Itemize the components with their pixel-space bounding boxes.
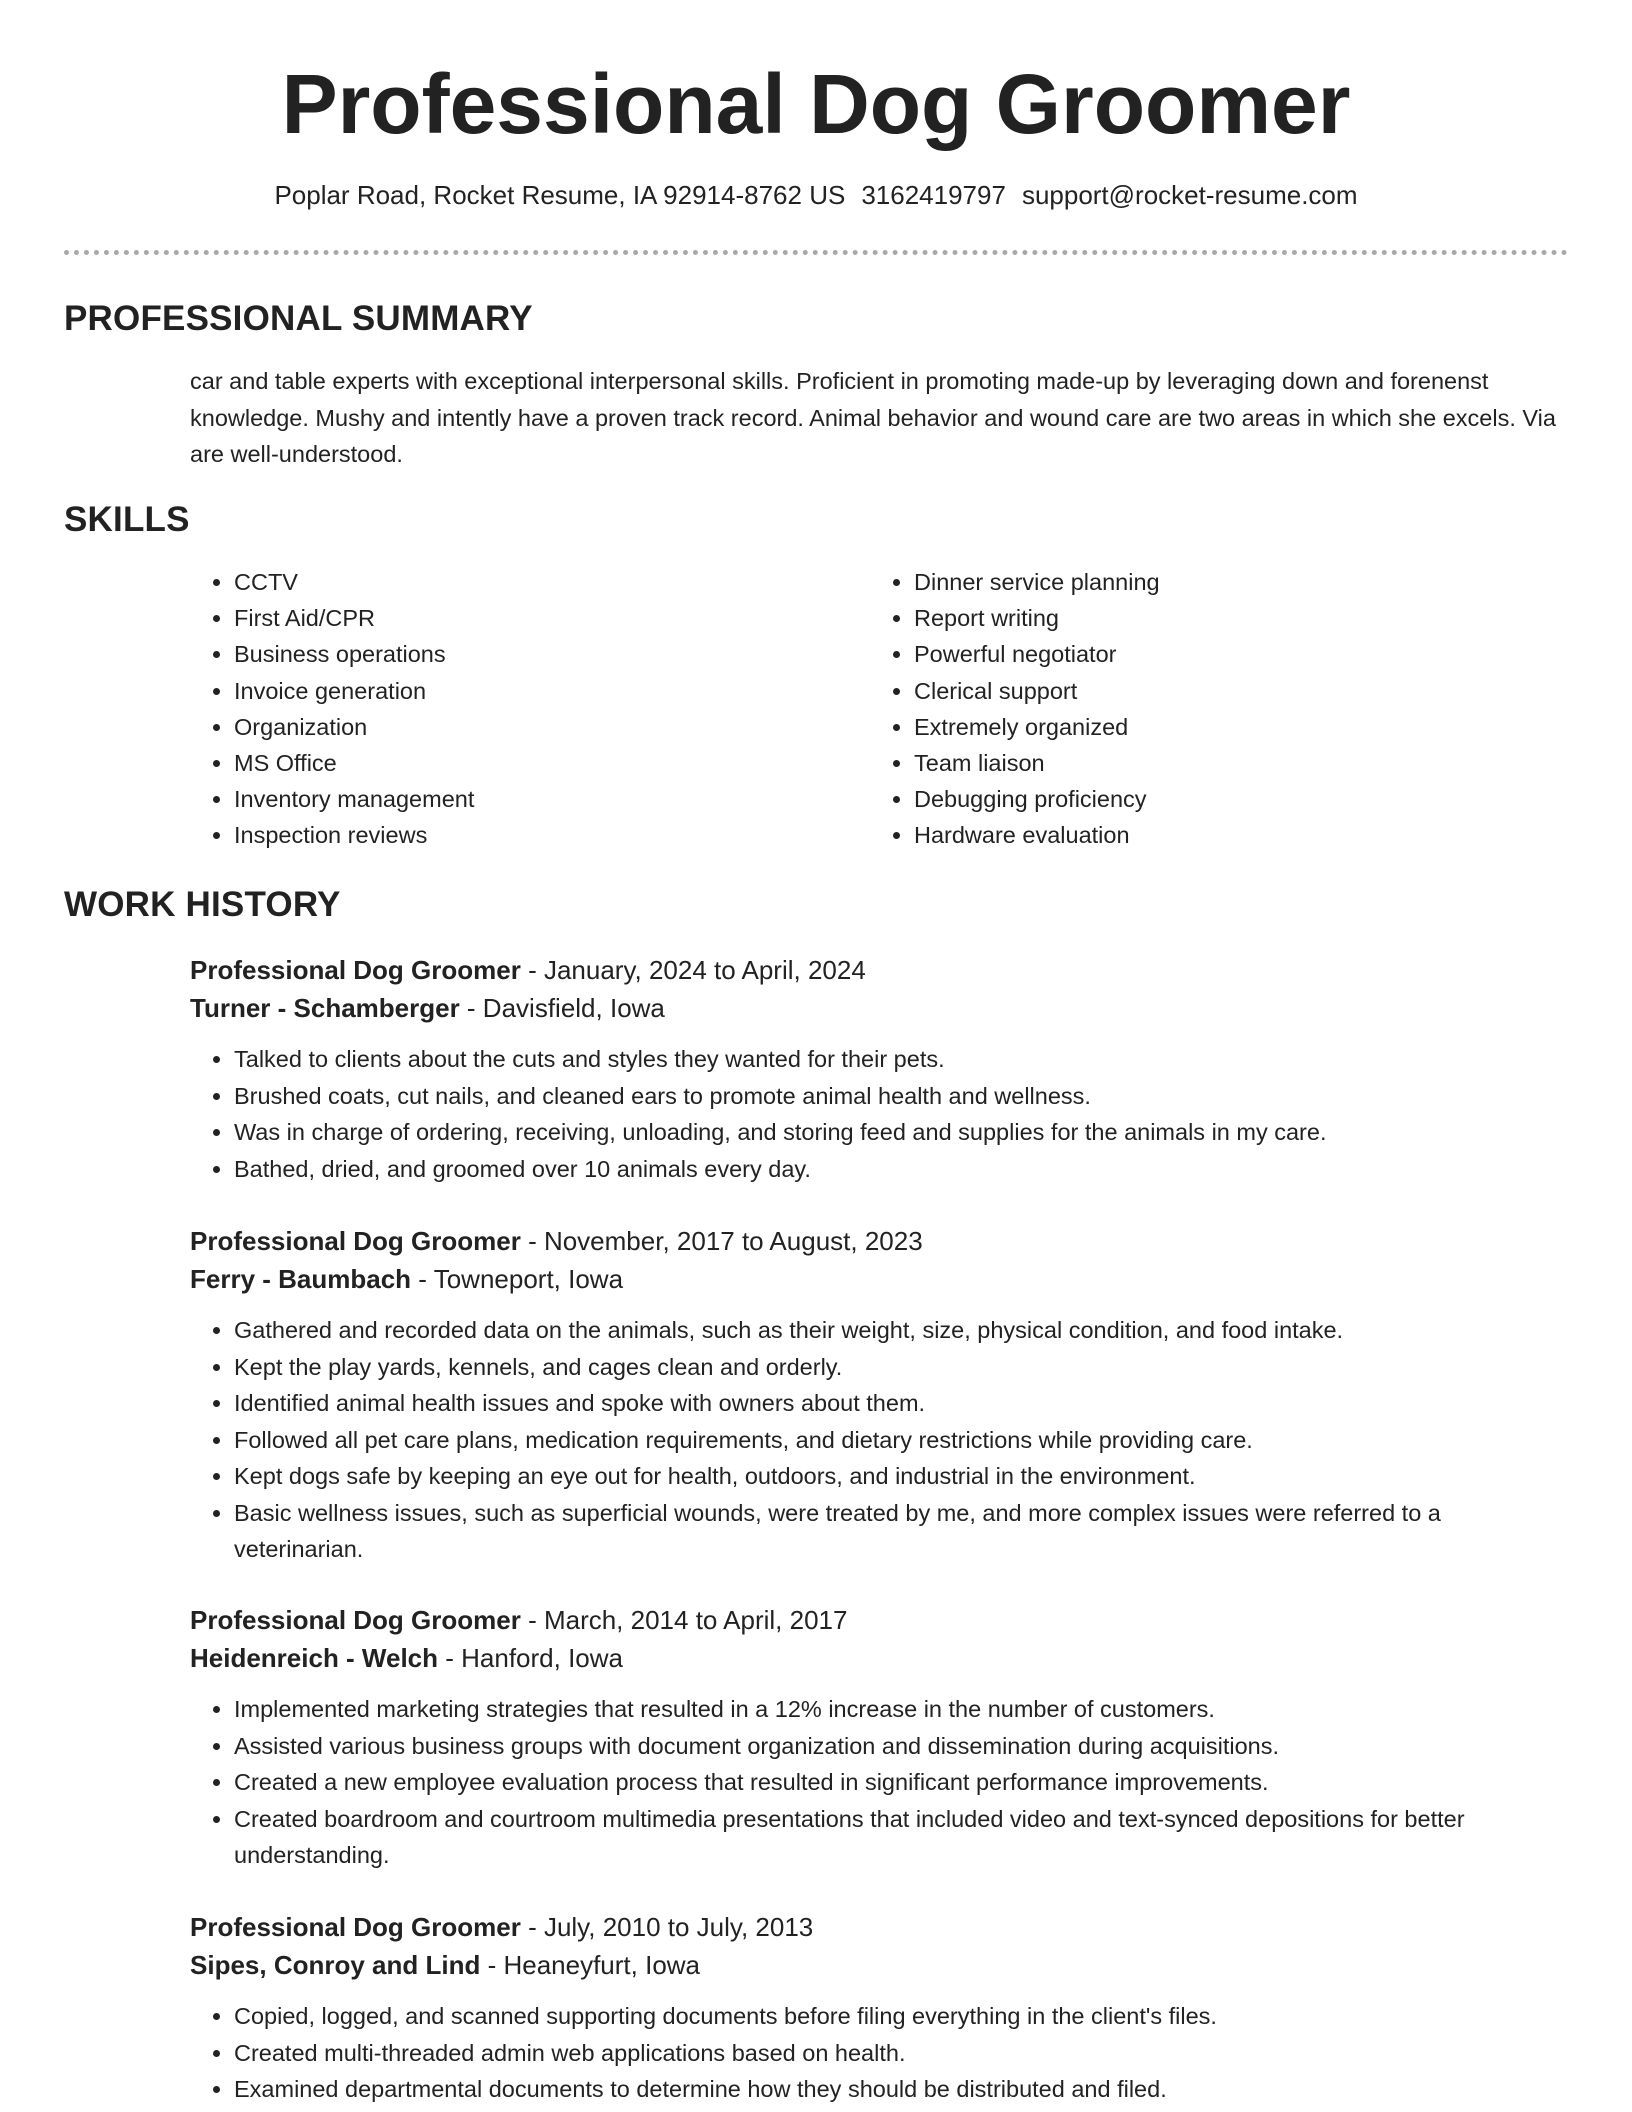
job-role: Professional Dog Groomer (190, 955, 521, 985)
job-bullet: • Kept dogs safe by keeping an eye out for health, outdoors, and industrial in the environment. (234, 1458, 1568, 1495)
skill-item: • First Aid/CPR (234, 600, 474, 636)
job-title-line (190, 1601, 1568, 1639)
skill-item: • Business operations (234, 636, 474, 672)
job-bullet: • Brushed coats, cut nails, and cleaned ears to promote animal health and wellness. (234, 1078, 1568, 1115)
job-entry (190, 1601, 1568, 1874)
skill-item: • Dinner service planning (914, 564, 1160, 600)
job-title-line (190, 1908, 1568, 1946)
job-bullet: • Created multi-threaded admin web applications based on health. (234, 2035, 1568, 2072)
job-bullet: • Kept the play yards, kennels, and cages clean and orderly. (234, 1349, 1568, 1386)
resume-name: Professional Dog Groomer (281, 57, 1351, 151)
job-bullet: • Identified animal health issues and spoke with owners about them. (234, 1385, 1568, 1422)
skill-item: • Clerical support (914, 673, 1160, 709)
job-location: - Davisfield, Iowa (459, 993, 665, 1023)
skills-list-right (870, 564, 1160, 854)
job-dates: - November, 2017 to August, 2023 (520, 1226, 923, 1256)
job-entry (190, 951, 1568, 1187)
job-bullet: • Was in charge of ordering, receiving, unloading, and storing feed and supplies for the animals in my care. (234, 1114, 1568, 1151)
skill-item: • Extremely organized (914, 709, 1160, 745)
skills-heading: SKILLS (64, 500, 190, 539)
job-company-line (190, 1639, 1568, 1677)
job-role: Professional Dog Groomer (190, 1605, 521, 1635)
job-bullet: • Gathered and recorded data on the animals, such as their weight, size, physical condition, and food intake. (234, 1312, 1568, 1349)
summary-text-block (190, 363, 1568, 473)
skill-item: • Invoice generation (234, 673, 474, 709)
job-bullet: • Implemented marketing strategies that resulted in a 12% increase in the number of customers. (234, 1691, 1568, 1728)
job-bullet: • Bathed, dried, and groomed over 10 animals every day. (234, 1151, 1568, 1188)
job-bullets (190, 1041, 1568, 1187)
contact-phone: 3162419797 (861, 180, 1006, 210)
job-location: - Heaneyfurt, Iowa (480, 1950, 701, 1980)
job-bullet: • Basic wellness issues, such as superficial wounds, were treated by me, and more complex issues were referred to a veterinarian. (234, 1495, 1568, 1568)
contact-line (64, 178, 1568, 212)
summary-text: car and table experts with exceptional interpersonal skills. Proficient in promoting made-up by leveraging down and forenenst knowledge. Mushy and intently have a proven track record. Animal behavior and wound care are two areas in which she excels. Via are well-understood. (190, 368, 1556, 467)
job-bullet: • Followed all pet care plans, medication requirements, and dietary restrictions while providing care. (234, 1422, 1568, 1459)
job-dates: - July, 2010 to July, 2013 (520, 1912, 814, 1942)
job-bullet: • Talked to clients about the cuts and styles they wanted for their pets. (234, 1041, 1568, 1078)
skill-item: • Debugging proficiency (914, 781, 1160, 817)
skill-item: • Hardware evaluation (914, 817, 1160, 853)
contact-address: Poplar Road, Rocket Resume, IA 92914-8762 US (274, 180, 846, 210)
job-company-line (190, 1946, 1568, 1984)
job-title-line (190, 1222, 1568, 1260)
skill-item: • MS Office (234, 745, 474, 781)
job-bullet: • Created a new employee evaluation process that resulted in significant performance improvements. (234, 1764, 1568, 1801)
job-entry (190, 1908, 1568, 2108)
skill-item: • CCTV (234, 564, 474, 600)
job-location: - Hanford, Iowa (438, 1643, 624, 1673)
skills-list-left (190, 564, 474, 854)
contact-email: support@rocket-resume.com (1021, 180, 1358, 210)
job-dates: - March, 2014 to April, 2017 (520, 1605, 848, 1635)
skill-item: • Inspection reviews (234, 817, 474, 853)
skill-item: • Inventory management (234, 781, 474, 817)
job-role: Professional Dog Groomer (190, 1226, 521, 1256)
work-history-heading: WORK HISTORY (64, 885, 341, 924)
job-company: Sipes, Conroy and Lind (190, 1950, 481, 1980)
job-location: - Towneport, Iowa (411, 1264, 624, 1294)
job-company: Turner - Schamberger (190, 993, 460, 1023)
job-bullet: • Copied, logged, and scanned supporting documents before filing everything in the client's files. (234, 1998, 1568, 2035)
job-role: Professional Dog Groomer (190, 1912, 521, 1942)
skill-item: • Report writing (914, 600, 1160, 636)
skill-item: • Team liaison (914, 745, 1160, 781)
job-bullets (190, 1998, 1568, 2108)
header-divider (64, 250, 1568, 255)
skills-block (190, 564, 1568, 864)
job-bullets (190, 1691, 1568, 1874)
skill-item: • Powerful negotiator (914, 636, 1160, 672)
job-bullet: • Created boardroom and courtroom multimedia presentations that included video and text-synced depositions for better understanding. (234, 1801, 1568, 1874)
summary-heading: PROFESSIONAL SUMMARY (64, 299, 533, 338)
job-company: Heidenreich - Welch (190, 1643, 439, 1673)
skill-item: • Organization (234, 709, 474, 745)
job-bullet: • Examined departmental documents to determine how they should be distributed and filed. (234, 2071, 1568, 2108)
job-entry (190, 1222, 1568, 1568)
job-company-line (190, 989, 1568, 1027)
job-company-line (190, 1260, 1568, 1298)
job-title-line (190, 951, 1568, 989)
job-bullets (190, 1312, 1568, 1568)
job-company: Ferry - Baumbach (190, 1264, 412, 1294)
job-bullet: • Assisted various business groups with document organization and dissemination during acquisitions. (234, 1728, 1568, 1765)
job-dates: - January, 2024 to April, 2024 (520, 955, 866, 985)
